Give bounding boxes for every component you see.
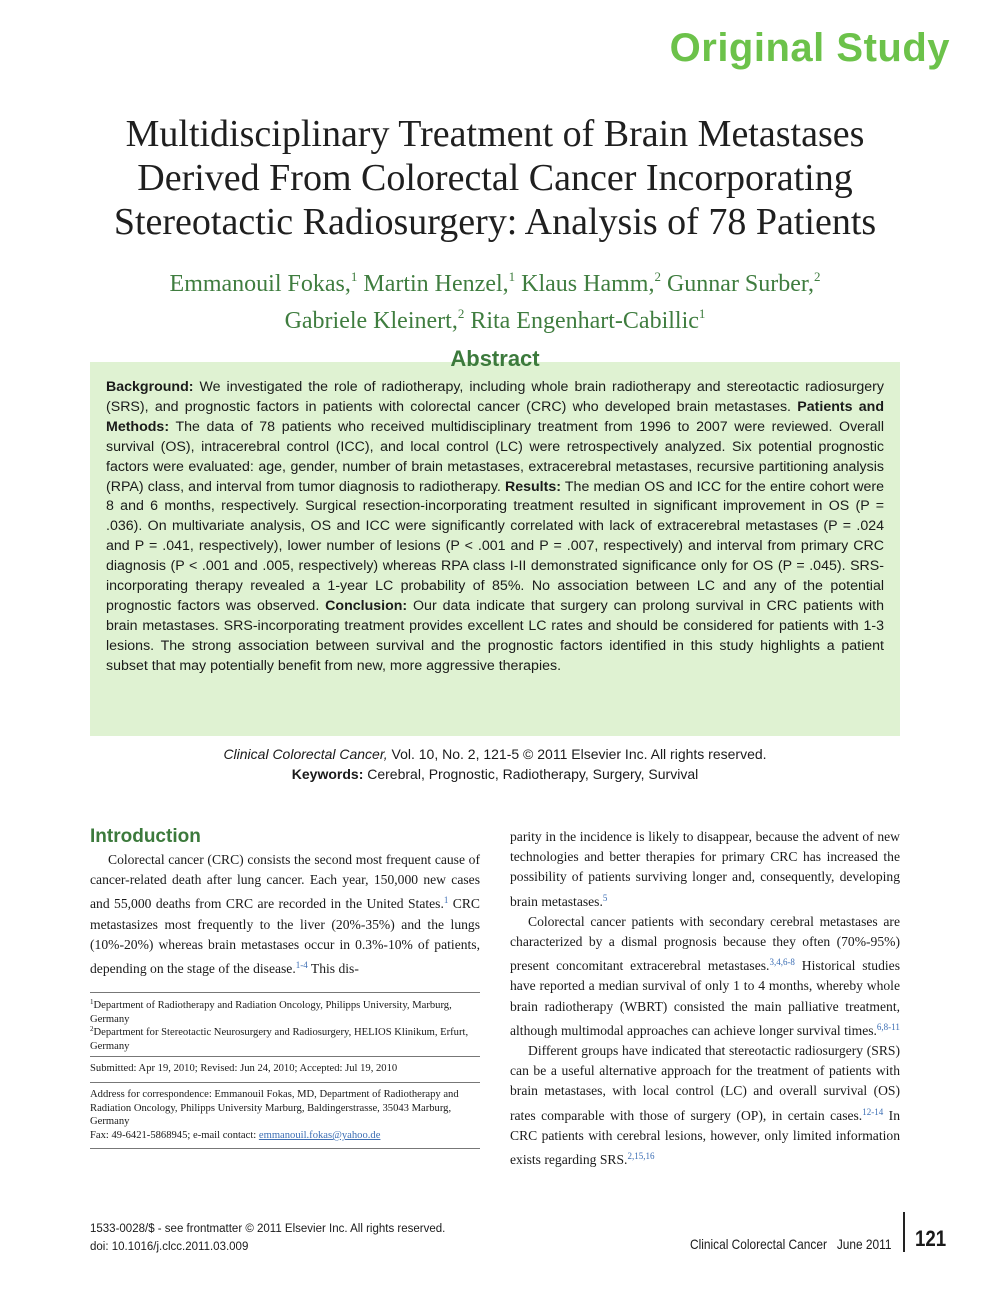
results-label: Results: bbox=[504, 478, 561, 495]
results-text: The median OS and ICC for the entire cohort were 8 and 6 months, respectively. Surgical resection-incorporating treatment resulted in significant improvement in OS (P = .036). On multivariate analysis, OS and ICC were significantly correlated with lack of extracerebral metastases (P = .024 and P = .041, respectively), lower number of lesions (P < .001 and P = .007, respectively) and interval from primary CRC diagnosis (P < .001 and .005, respectively) whereas RPA class I-II demonstrated significance only for OS (P = .045). SRS-incorporating therapy revealed a 1-year LC probability of 85%. No association between LC and any of the potential prognostic factors was observed. bbox=[106, 478, 884, 614]
affiliation-mark: 1 bbox=[698, 306, 706, 321]
author-name: Gabriele Kleinert, bbox=[284, 308, 458, 334]
affiliation-mark: 2 bbox=[654, 269, 661, 284]
paragraph: Different groups have indicated that stereotactic radiosurgery (SRS) can be a useful alternative approach for the treatment of patients with brain metastases, with local control (LC) and overall survival (OS) rates comparable with those of surgery (OP), in certain cases.$^{12-14}$ In CRC patients with cerebral lesions, however, only limited information exists regarding SRS.$^{2,15,16}$ bbox=[510, 1043, 900, 1168]
left-column bbox=[90, 850, 480, 979]
footnote-divider bbox=[90, 1056, 480, 1057]
affiliation-1: $^1$Department of Radiotherapy and Radiation Oncology, Philipps University, Marburg, Germany bbox=[90, 998, 452, 1025]
background-label: Background: bbox=[106, 379, 194, 395]
keywords-label: Keywords: bbox=[291, 766, 364, 782]
doi-line: doi: 10.1016/j.clcc.2011.03.009 bbox=[90, 1241, 249, 1253]
reference-link[interactable]: 3,4,6-8 bbox=[769, 957, 795, 968]
conclusion-label: Conclusion: bbox=[325, 597, 408, 614]
citation-details: Vol. 10, No. 2, 121-5 © 2011 Elsevier Inc. All rights reserved. bbox=[387, 746, 767, 762]
author-name: Rita Engenhart-Cabillic bbox=[470, 308, 699, 334]
reference-link[interactable]: 5 bbox=[602, 892, 608, 903]
keywords-line bbox=[90, 764, 900, 784]
footnote-divider bbox=[90, 1082, 480, 1083]
right-column bbox=[510, 827, 900, 1170]
conclusion-text: Our data indicate that surgery can prolong survival in CRC patients with brain metastases. SRS-incorporating treatment provides excellent LC rates and should be considered for patients with 1-3 lesions. The strong association between survival and the prognostic factors identified in this study highlights a patient subset that may potentially benefit from new, more aggressive therapies. bbox=[106, 597, 884, 674]
author-name: Gunnar Surber, bbox=[666, 271, 814, 297]
author-list bbox=[80, 262, 910, 336]
page-number: 121 bbox=[915, 1226, 947, 1251]
affiliation-mark: 1 bbox=[508, 269, 516, 284]
submission-dates: Submitted: Apr 19, 2010; Revised: Jun 24, 2010; Accepted: Jul 19, 2010 bbox=[90, 1063, 398, 1074]
footer-divider bbox=[903, 1212, 905, 1252]
introduction-heading: Introduction bbox=[90, 826, 201, 847]
affiliation-mark: 1 bbox=[350, 269, 358, 284]
abstract-body bbox=[106, 378, 884, 677]
methods-text: The data of 78 patients who received multidisciplinary treatment from 1996 to 2007 were reviewed. Overall survival (OS), intracerebral control (ICC), and local control (LC) were retrospectively analyzed. Six potential prognostic factors were evaluated: age, gender, number of brain metastases, extracerebral metastases, recursive partitioning analysis (RPA) class, and interval from tumor diagnosis to radiotherapy. bbox=[106, 418, 884, 495]
reference-link[interactable]: 1 bbox=[443, 895, 449, 906]
reference-link[interactable]: 2,15,16 bbox=[627, 1151, 655, 1162]
methods-label: Patients and Methods: bbox=[106, 398, 884, 435]
abstract-heading: Abstract bbox=[450, 346, 540, 371]
citation-line bbox=[90, 744, 900, 764]
citation-journal: Clinical Colorectal Cancer, bbox=[223, 746, 388, 762]
author-name: Martin Henzel, bbox=[363, 271, 509, 297]
reference-link[interactable]: 12-14 bbox=[862, 1106, 884, 1117]
affiliation-2: $^2$Department for Stereotactic Neurosurgery and Radiosurgery, HELIOS Klinikum, Erfurt, Germany bbox=[90, 1025, 469, 1052]
footer-journal: Clinical Colorectal Cancer June 2011 bbox=[690, 1236, 892, 1252]
reference-link[interactable]: 6,8-11 bbox=[876, 1021, 900, 1032]
background-text: We investigated the role of radiotherapy, including whole brain radiotherapy and stereotactic radiosurgery (SRS), and prognostic factors in patients with colorectal cancer (CRC) who developed brain metastases. bbox=[106, 379, 884, 415]
article-title: Multidisciplinary Treatment of Brain Metastases Derived From Colorectal Cancer Incorporating Stereotactic Radiosurgery: Analysis of 78 Patients bbox=[113, 113, 877, 243]
author-name: Emmanouil Fokas, bbox=[169, 271, 351, 297]
issn-line: 1533-0028/$ - see frontmatter © 2011 Elsevier Inc. All rights reserved. bbox=[90, 1223, 446, 1235]
affiliation-mark: 2 bbox=[813, 269, 821, 284]
author-name: Klaus Hamm, bbox=[521, 271, 655, 297]
footnote-divider bbox=[90, 992, 480, 993]
paragraph: Colorectal cancer patients with secondary cerebral metastases are characterized by a dismal prognosis because they often (70%-95%) present concomitant extracerebral metastases.$^{3,4,6-8}$ Historical studies have reported a median survival of only 1 to 4 months, whereby whole brain radiotherapy (WBRT) consisted the main palliative treatment, although multimodal approaches can achieve longer survival times.$^{6,8-11}$ bbox=[510, 913, 900, 1038]
reference-link[interactable]: 1-4 bbox=[295, 960, 308, 971]
email-link[interactable]: emmanouil.fokas@yahoo.de bbox=[258, 1130, 381, 1141]
footnote-divider bbox=[90, 1148, 480, 1149]
affiliation-mark: 2 bbox=[457, 306, 465, 321]
keywords-text: Cerebral, Prognostic, Radiotherapy, Surgery, Survival bbox=[363, 766, 699, 782]
section-label: Original Study bbox=[669, 26, 950, 70]
paragraph: Colorectal cancer (CRC) consists the second most frequent cause of cancer-related death after lung cancer. Each year, 150,000 new cases and 55,000 deaths from CRC are recorded in the United States.$^1$ CRC metastasizes most frequently to the liver (20%-35%) and the lungs (10%-20%) whereas brain metastases occur in 0.3%-10% of patients, depending on the stage of the disease.$^{1-4}$ This dis- bbox=[90, 852, 480, 977]
footer-left bbox=[90, 1220, 445, 1256]
paragraph: parity in the incidence is likely to disappear, because the advent of new technologies and better therapies for primary CRC has increased the possibility of patients surviving longer and, consequently, developing brain metastases.$^5$ bbox=[510, 829, 900, 909]
correspondence-address: Address for correspondence: Emmanouil Fokas, MD, Department of Radiotherapy and Radiation Oncology, Philipps University Marburg, Baldingerstrasse, 35043 Marburg, Germany bbox=[90, 1089, 459, 1128]
contact-line: Fax: 49-6421-5868945; e-mail contact: emmanouil.fokas@yahoo.de bbox=[90, 1130, 381, 1141]
